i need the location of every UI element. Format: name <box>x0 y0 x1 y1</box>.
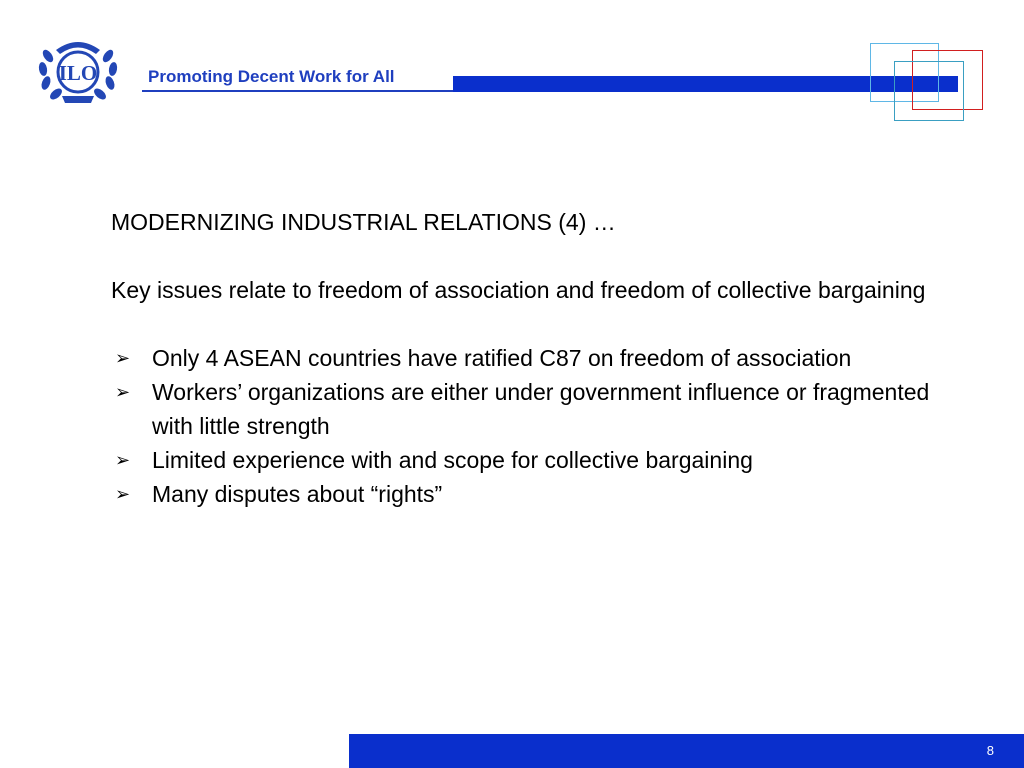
slide-content <box>111 205 941 511</box>
decorative-square-teal <box>894 61 964 121</box>
list-item <box>111 443 941 477</box>
arrow-bullet-icon: ➢ <box>115 450 131 470</box>
bullet-text: Many disputes about “rights” <box>152 481 443 507</box>
footer-bar <box>349 734 1024 768</box>
list-item <box>111 341 941 375</box>
ilo-logo-icon <box>36 36 120 106</box>
list-item <box>111 477 941 511</box>
bullet-text: Only 4 ASEAN countries have ratified C87 on freedom of association <box>152 345 852 371</box>
logo-text: ILO <box>58 61 98 85</box>
slide-intro: Key issues relate to freedom of association and freedom of collective bargaining <box>111 277 926 303</box>
bullet-list <box>111 341 941 511</box>
arrow-bullet-icon: ➢ <box>115 348 131 368</box>
bullet-text: Workers’ organizations are either under government influence or fragmented with little strength <box>152 379 930 439</box>
arrow-bullet-icon: ➢ <box>115 484 131 504</box>
list-item <box>111 375 941 443</box>
arrow-bullet-icon: ➢ <box>115 382 131 402</box>
bullet-text: Limited experience with and scope for collective bargaining <box>152 447 753 473</box>
page-number: 8 <box>986 743 994 758</box>
header-tagline: Promoting Decent Work for All <box>148 67 395 86</box>
header-divider-line <box>142 90 454 92</box>
slide-heading: MODERNIZING INDUSTRIAL RELATIONS (4) … <box>111 209 616 235</box>
